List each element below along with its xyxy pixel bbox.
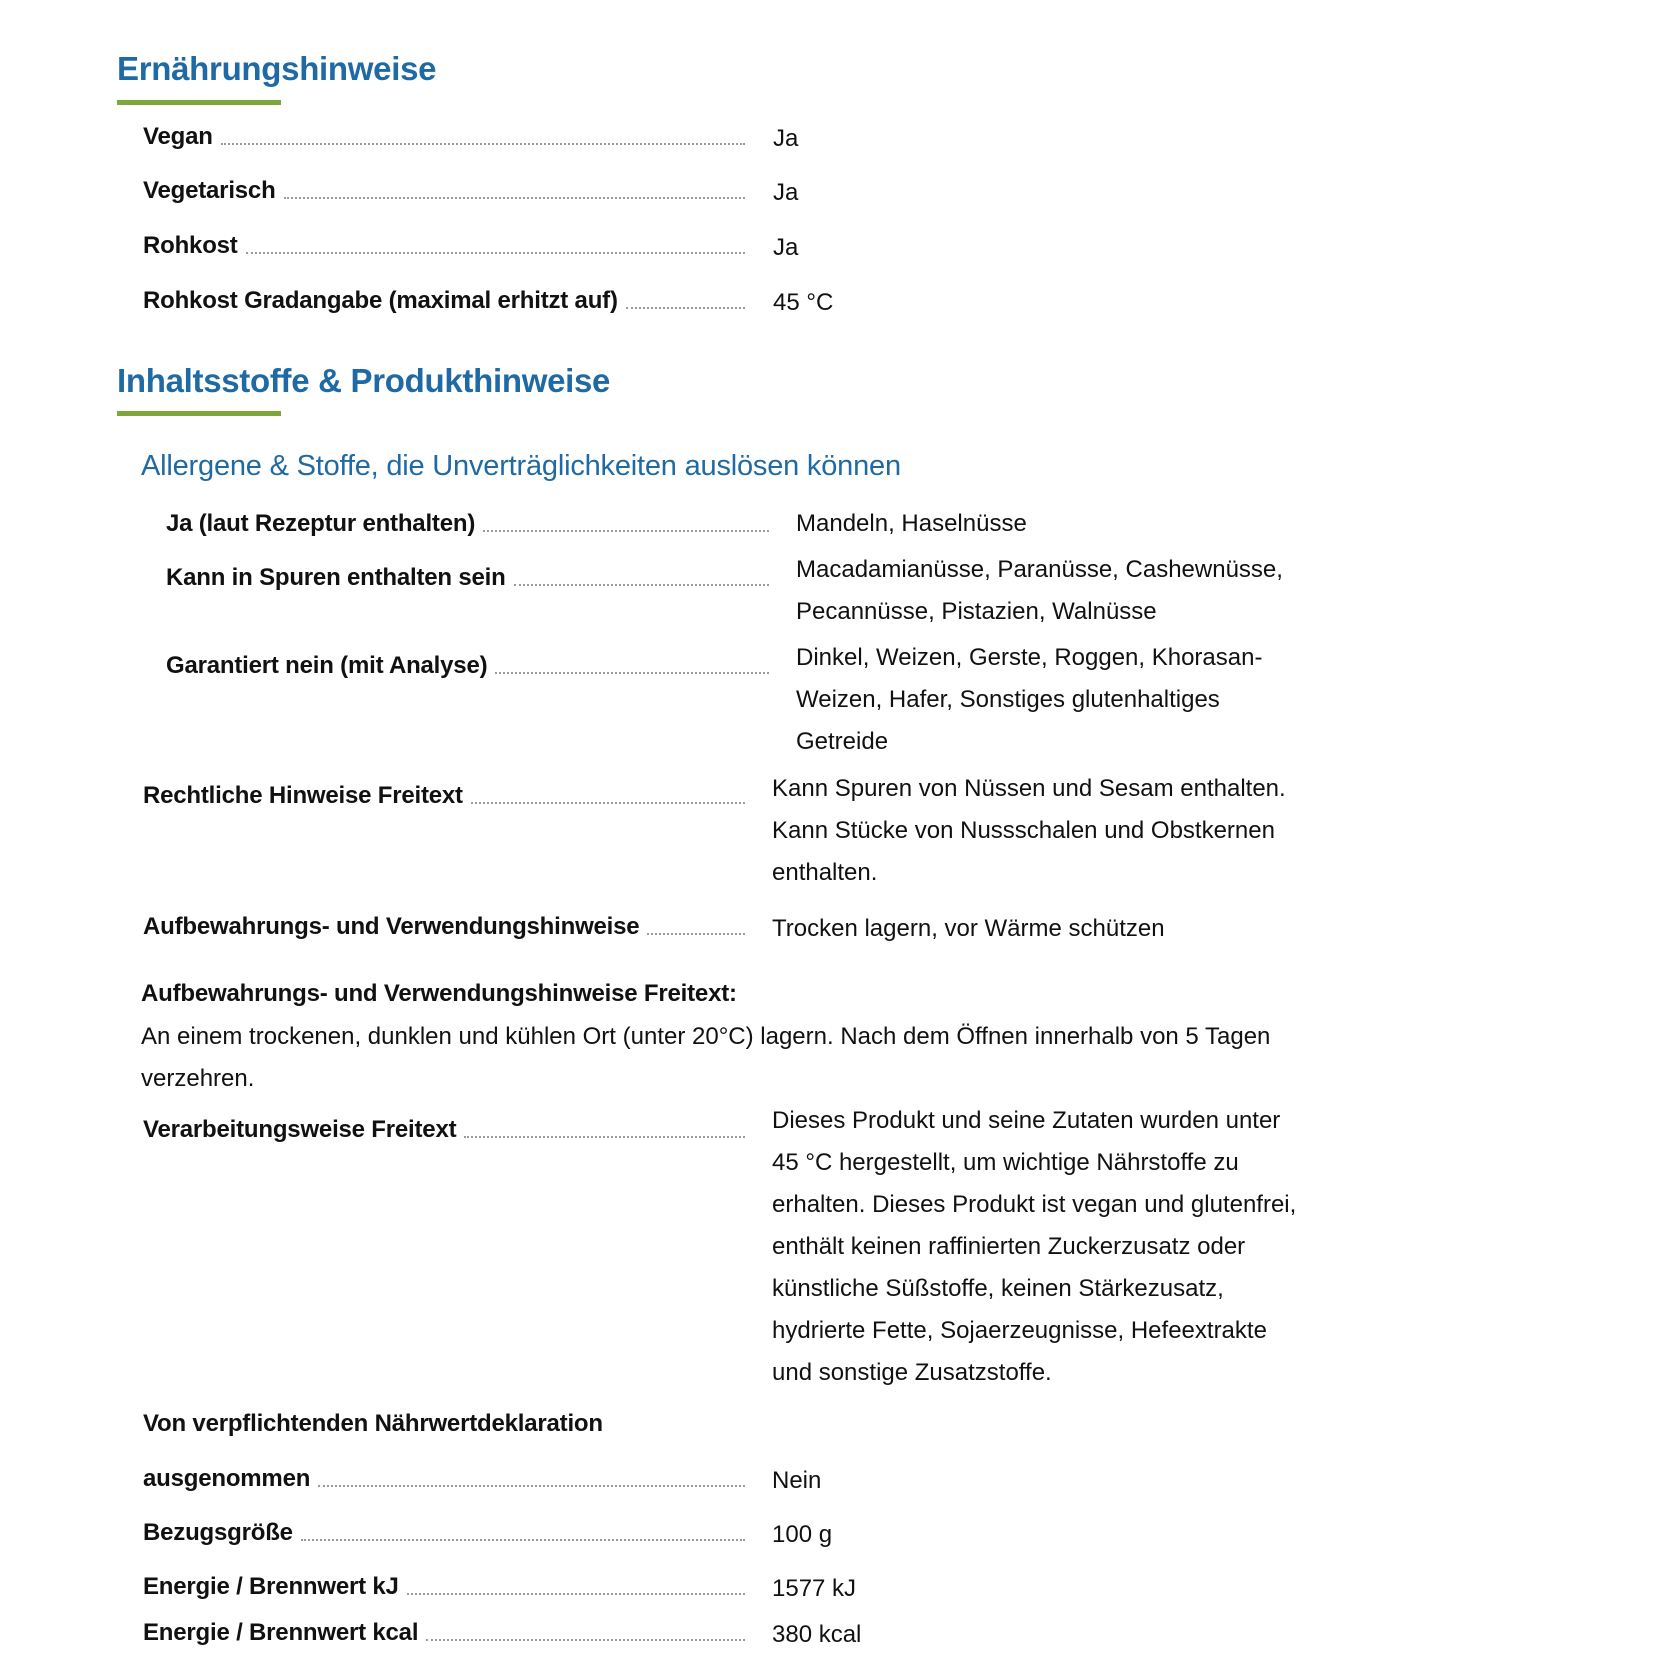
- field-value: Nein: [772, 1467, 822, 1494]
- field-label: Rohkost Gradangabe (maximal erhitzt auf): [143, 287, 618, 314]
- field-label: Energie / Brennwert kJ: [143, 1573, 399, 1600]
- field-value: Ja: [773, 179, 799, 206]
- field-label: Kann in Spuren enthalten sein: [166, 564, 506, 591]
- field-value: Mandeln, Haselnüsse: [796, 510, 1027, 537]
- dot-leader: [471, 802, 745, 804]
- field-value: 1577 kJ: [772, 1575, 857, 1602]
- field-label: Rohkost: [143, 232, 238, 259]
- field-label: Vegan: [143, 123, 213, 150]
- dot-leader: [626, 307, 745, 309]
- field-label: Vegetarisch: [143, 177, 276, 204]
- field-row-rechtliche-hinweise: [143, 777, 843, 817]
- heading-underline: [117, 100, 281, 105]
- field-value: Kann Spuren von Nüssen und Sesam enthalten. Kann Stücke von Nussschalen und Obstkernen enthalten.: [772, 775, 1286, 886]
- field-label: ausgenommen: [143, 1465, 311, 1492]
- field-row-allergen-spuren: [166, 559, 866, 599]
- field-row-verarbeitungsweise: [143, 1111, 843, 1151]
- dot-leader: [647, 933, 745, 935]
- field-value: Macadamianüsse, Paranüsse, Cashewnüsse, Pecannüsse, Pistazien, Walnüsse: [796, 556, 1283, 625]
- field-value: Ja: [773, 234, 799, 261]
- field-row-energie-kj: [143, 1568, 857, 1608]
- field-row-rohkost-grad: [143, 282, 843, 322]
- field-label-exempt-line1: Von verpflichtenden Nährwertdeklaration: [143, 1410, 603, 1437]
- dot-leader: [514, 584, 769, 586]
- field-row-allergen-nein: [166, 647, 866, 687]
- dot-leader: [318, 1485, 745, 1487]
- field-row-aufbewahrung: [143, 908, 1165, 948]
- field-value: 380 kcal: [772, 1621, 862, 1648]
- field-label: Ja (laut Rezeptur enthalten): [166, 510, 476, 537]
- section-heading-inhaltsstoffe: Inhaltsstoffe & Produkthinweise: [117, 362, 611, 399]
- freetext-title-aufbewahrung: Aufbewahrungs- und Verwendungshinweise Freitext:: [141, 980, 737, 1007]
- dot-leader: [407, 1593, 745, 1595]
- dot-leader: [221, 143, 745, 145]
- field-value: Dinkel, Weizen, Gerste, Roggen, Khorasan- Weizen, Hafer, Sonstiges glutenhaltiges Getreide: [796, 644, 1263, 755]
- subsection-heading-allergene: Allergene & Stoffe, die Unverträglichkeiten auslösen können: [141, 450, 901, 482]
- field-label: Energie / Brennwert kcal: [143, 1619, 419, 1646]
- field-label: Bezugsgröße: [143, 1519, 293, 1546]
- field-row-bezugsgroesse: [143, 1514, 843, 1554]
- field-value: Trocken lagern, vor Wärme schützen: [772, 915, 1165, 942]
- dot-leader: [284, 197, 745, 199]
- dot-leader: [464, 1136, 745, 1138]
- field-value: 45 °C: [773, 289, 834, 316]
- heading-underline: [117, 411, 281, 416]
- field-row-allergen-ja: [166, 505, 866, 545]
- field-label: Rechtliche Hinweise Freitext: [143, 782, 463, 809]
- dot-leader: [426, 1639, 745, 1641]
- field-value: 100 g: [772, 1521, 833, 1548]
- dot-leader: [495, 672, 769, 674]
- field-row-exempt: [143, 1460, 843, 1500]
- field-label: Garantiert nein (mit Analyse): [166, 652, 488, 679]
- dot-leader: [246, 252, 745, 254]
- section-heading-ernaehrung: Ernährungshinweise: [117, 50, 437, 87]
- field-value: Ja: [773, 125, 799, 152]
- field-row-energie-kcal: [143, 1614, 862, 1654]
- field-row-vegan: [143, 118, 843, 158]
- dot-leader: [483, 530, 769, 532]
- field-label: Aufbewahrungs- und Verwendungshinweise: [143, 913, 640, 940]
- field-value: Dieses Produkt und seine Zutaten wurden unter 45 °C hergestellt, um wichtige Nährstoffe zu erhalten. Dieses Produkt ist vegan und glutenfrei, enthält keinen raffinierten Zuckerzusatz oder künstliche Süßstoffe, keinen Stärkezusatz, hydrierte Fette, Sojaerzeugnisse, Hefeextrakte und sonstige Zusatzstoffe.: [772, 1107, 1297, 1386]
- freetext-body-aufbewahrung: An einem trockenen, dunklen und kühlen Ort (unter 20°C) lagern. Nach dem Öffnen innerhalb von 5 Tagen verzehren.: [141, 1023, 1271, 1092]
- field-row-rohkost: [143, 227, 843, 267]
- field-label: Verarbeitungsweise Freitext: [143, 1116, 457, 1143]
- dot-leader: [301, 1539, 745, 1541]
- field-row-vegetarisch: [143, 172, 843, 212]
